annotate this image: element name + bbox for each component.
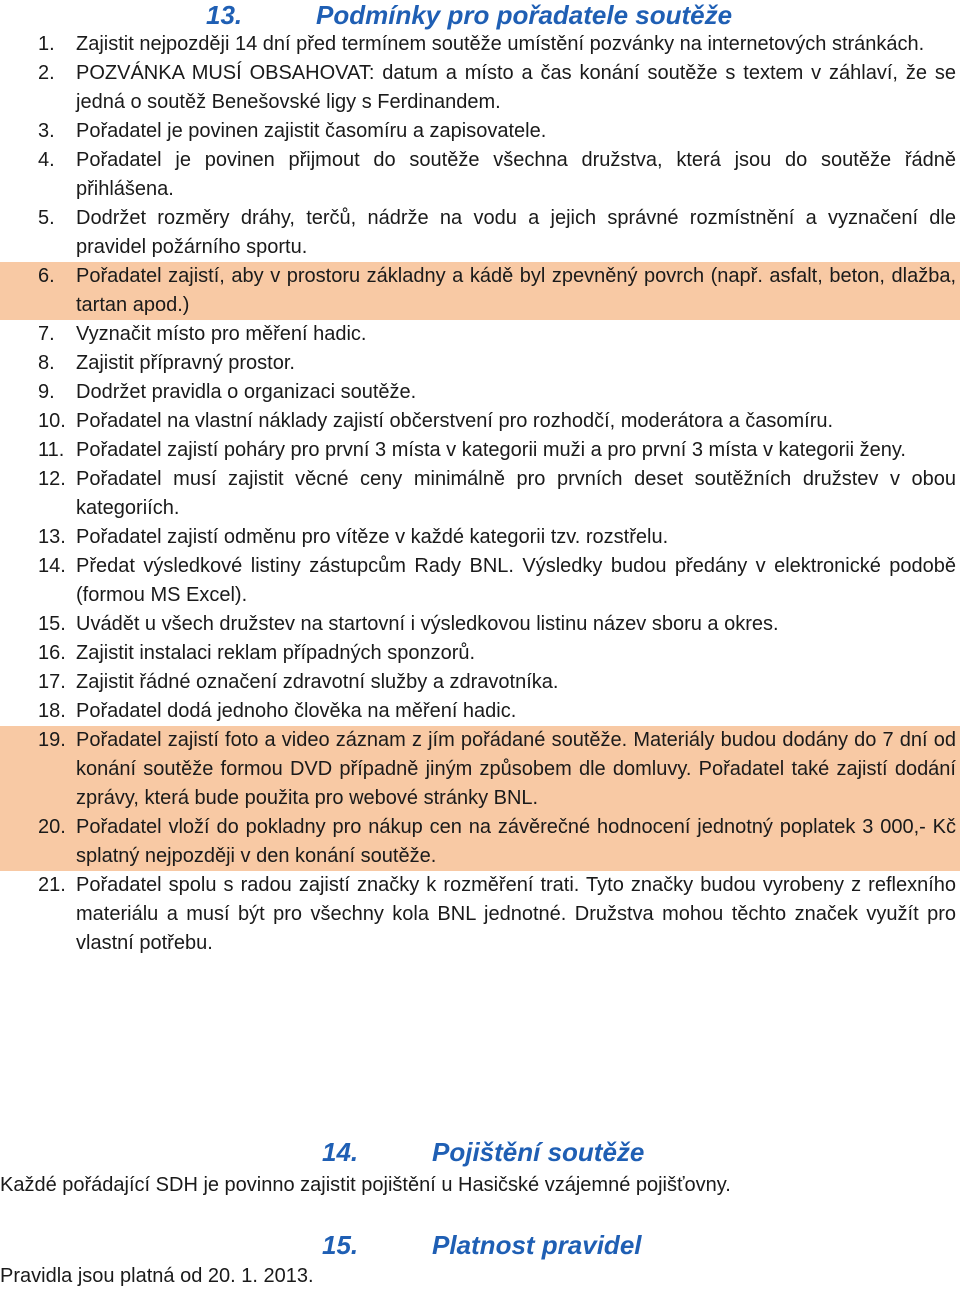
list-item — [0, 320, 960, 349]
list-item — [0, 813, 960, 871]
list-item-number: 16. — [38, 642, 66, 664]
list-item — [0, 146, 960, 204]
list-item-text: Dodržet rozměry dráhy, terčů, nádrže na vodu a jejich správné rozmístnění a vyznačení dle pravidel požárního sportu. — [76, 207, 956, 258]
list-item-number: 9. — [38, 381, 55, 403]
section-15-heading — [322, 1230, 642, 1260]
list-item — [0, 378, 960, 407]
list-item-number: 19. — [38, 729, 66, 751]
list-item-number: 10. — [38, 410, 66, 432]
list-item-text: Pořadatel na vlastní náklady zajistí občerstvení pro rozhodčí, moderátora a časomíru. — [76, 410, 834, 432]
list-item-number: 18. — [38, 700, 66, 722]
list-item — [0, 610, 960, 639]
list-item-text: Zajistit řádné označení zdravotní služby a zdravotníka. — [76, 671, 559, 693]
list-item-number: 13. — [38, 526, 66, 548]
section-title: Pojištění soutěže — [432, 1137, 645, 1167]
list-item-text: Pořadatel dodá jednoho člověka na měření hadic. — [76, 700, 517, 722]
list-item-number: 5. — [38, 207, 55, 229]
list-item-text: Pořadatel je povinen přijmout do soutěže všechna družstva, která jsou do soutěže řádně přihlášena. — [76, 149, 956, 200]
list-item-text: Předat výsledkové listiny zástupcům Rady BNL. Výsledky budou předány v elektronické podobě (formou MS Excel). — [76, 555, 956, 606]
section-title: Platnost pravidel — [432, 1230, 642, 1260]
list-item — [0, 639, 960, 668]
list-item-text: Vyznačit místo pro měření hadic. — [76, 323, 367, 345]
list-item — [0, 407, 960, 436]
list-item-text: Pořadatel zajistí odměnu pro vítěze v každé kategorii tzv. rozstřelu. — [76, 526, 669, 548]
list-item-number: 14. — [38, 555, 66, 577]
list-item-number: 8. — [38, 352, 55, 374]
list-item — [0, 523, 960, 552]
list-item-text: Zajistit nejpozději 14 dní před termínem soutěže umístění pozvánky na internetových stránkách. — [76, 33, 925, 55]
list-item-number: 11. — [38, 439, 65, 461]
list-item-text: Pořadatel musí zajistit věcné ceny minimálně pro prvních deset soutěžních družstev v obou kategoriích. — [76, 468, 956, 519]
list-item-text: Dodržet pravidla o organizaci soutěže. — [76, 381, 417, 403]
insurance-paragraph: Každé pořádající SDH je povinno zajistit pojištění u Hasičské vzájemné pojišťovny. — [0, 1174, 731, 1196]
list-item-number: 2. — [38, 62, 55, 84]
list-item — [0, 349, 960, 378]
list-item — [0, 726, 960, 813]
list-item-text: Pořadatel spolu s radou zajistí značky k rozměření trati. Tyto značky budou vyrobeny z reflexního materiálu a musí být pro všechny kola BNL jednotné. Družstva mohou těchto značek využít pro vlastní potřebu. — [76, 874, 956, 954]
list-item-number: 7. — [38, 323, 55, 345]
section-number: 15. — [322, 1230, 359, 1260]
section-title: Podmínky pro pořadatele soutěže — [316, 0, 733, 30]
list-item — [0, 697, 960, 726]
section-14-heading — [322, 1137, 644, 1167]
list-item — [0, 30, 960, 59]
list-item-number: 3. — [38, 120, 55, 142]
list-item — [0, 552, 960, 610]
list-item-number: 6. — [38, 265, 55, 287]
list-item-text: Zajistit instalaci reklam případných sponzorů. — [76, 642, 476, 664]
section-number: 13. — [206, 0, 243, 30]
list-item-text: POZVÁNKA MUSÍ OBSAHOVAT: datum a místo a čas konání soutěže s textem v záhlaví, že se jedná o soutěž Benešovské ligy s Ferdinandem. — [76, 62, 956, 113]
list-item-text: Pořadatel je povinen zajistit časomíru a zapisovatele. — [76, 120, 547, 142]
list-item-text: Zajistit přípravný prostor. — [76, 352, 295, 374]
section-number: 14. — [322, 1137, 359, 1167]
list-item-number: 1. — [38, 33, 55, 55]
list-item — [0, 465, 960, 523]
list-item — [0, 668, 960, 697]
list-item-text: Pořadatel zajistí poháry pro první 3 místa v kategorii muži a pro první 3 místa v kategorii ženy. — [76, 439, 906, 461]
list-item-text: Pořadatel zajistí foto a video záznam z jím pořádané soutěže. Materiály budou dodány do 7 dní od konání soutěže formou DVD případně jiným způsobem dle domluvy. Pořadatel také zajistí dodání zprávy, která bude použita pro webové stránky BNL. — [76, 729, 956, 809]
section-13-heading — [206, 0, 732, 30]
list-item-text: Pořadatel vloží do pokladny pro nákup cen na závěrečné hodnocení jednotný poplatek 3 000,- Kč splatný nejpozději v den konání soutěže. — [76, 816, 956, 867]
validity-paragraph: Pravidla jsou platná od 20. 1. 2013. — [0, 1265, 314, 1287]
list-item — [0, 59, 960, 117]
list-item-number: 17. — [38, 671, 66, 693]
conditions-list — [0, 30, 960, 958]
list-item — [0, 117, 960, 146]
list-item-text: Pořadatel zajistí, aby v prostoru základny a kádě byl zpevněný povrch (např. asfalt, beton, dlažba, tartan apod.) — [76, 265, 956, 316]
list-item — [0, 204, 960, 262]
list-item-number: 21. — [38, 874, 66, 896]
list-item-text: Uvádět u všech družstev na startovní i výsledkovou listinu název sboru a okres. — [76, 613, 779, 635]
list-item — [0, 871, 960, 958]
list-item-number: 12. — [38, 468, 66, 490]
list-item — [0, 436, 960, 465]
list-item-number: 15. — [38, 613, 66, 635]
list-item — [0, 262, 960, 320]
list-item-number: 4. — [38, 149, 55, 171]
list-item-number: 20. — [38, 816, 66, 838]
